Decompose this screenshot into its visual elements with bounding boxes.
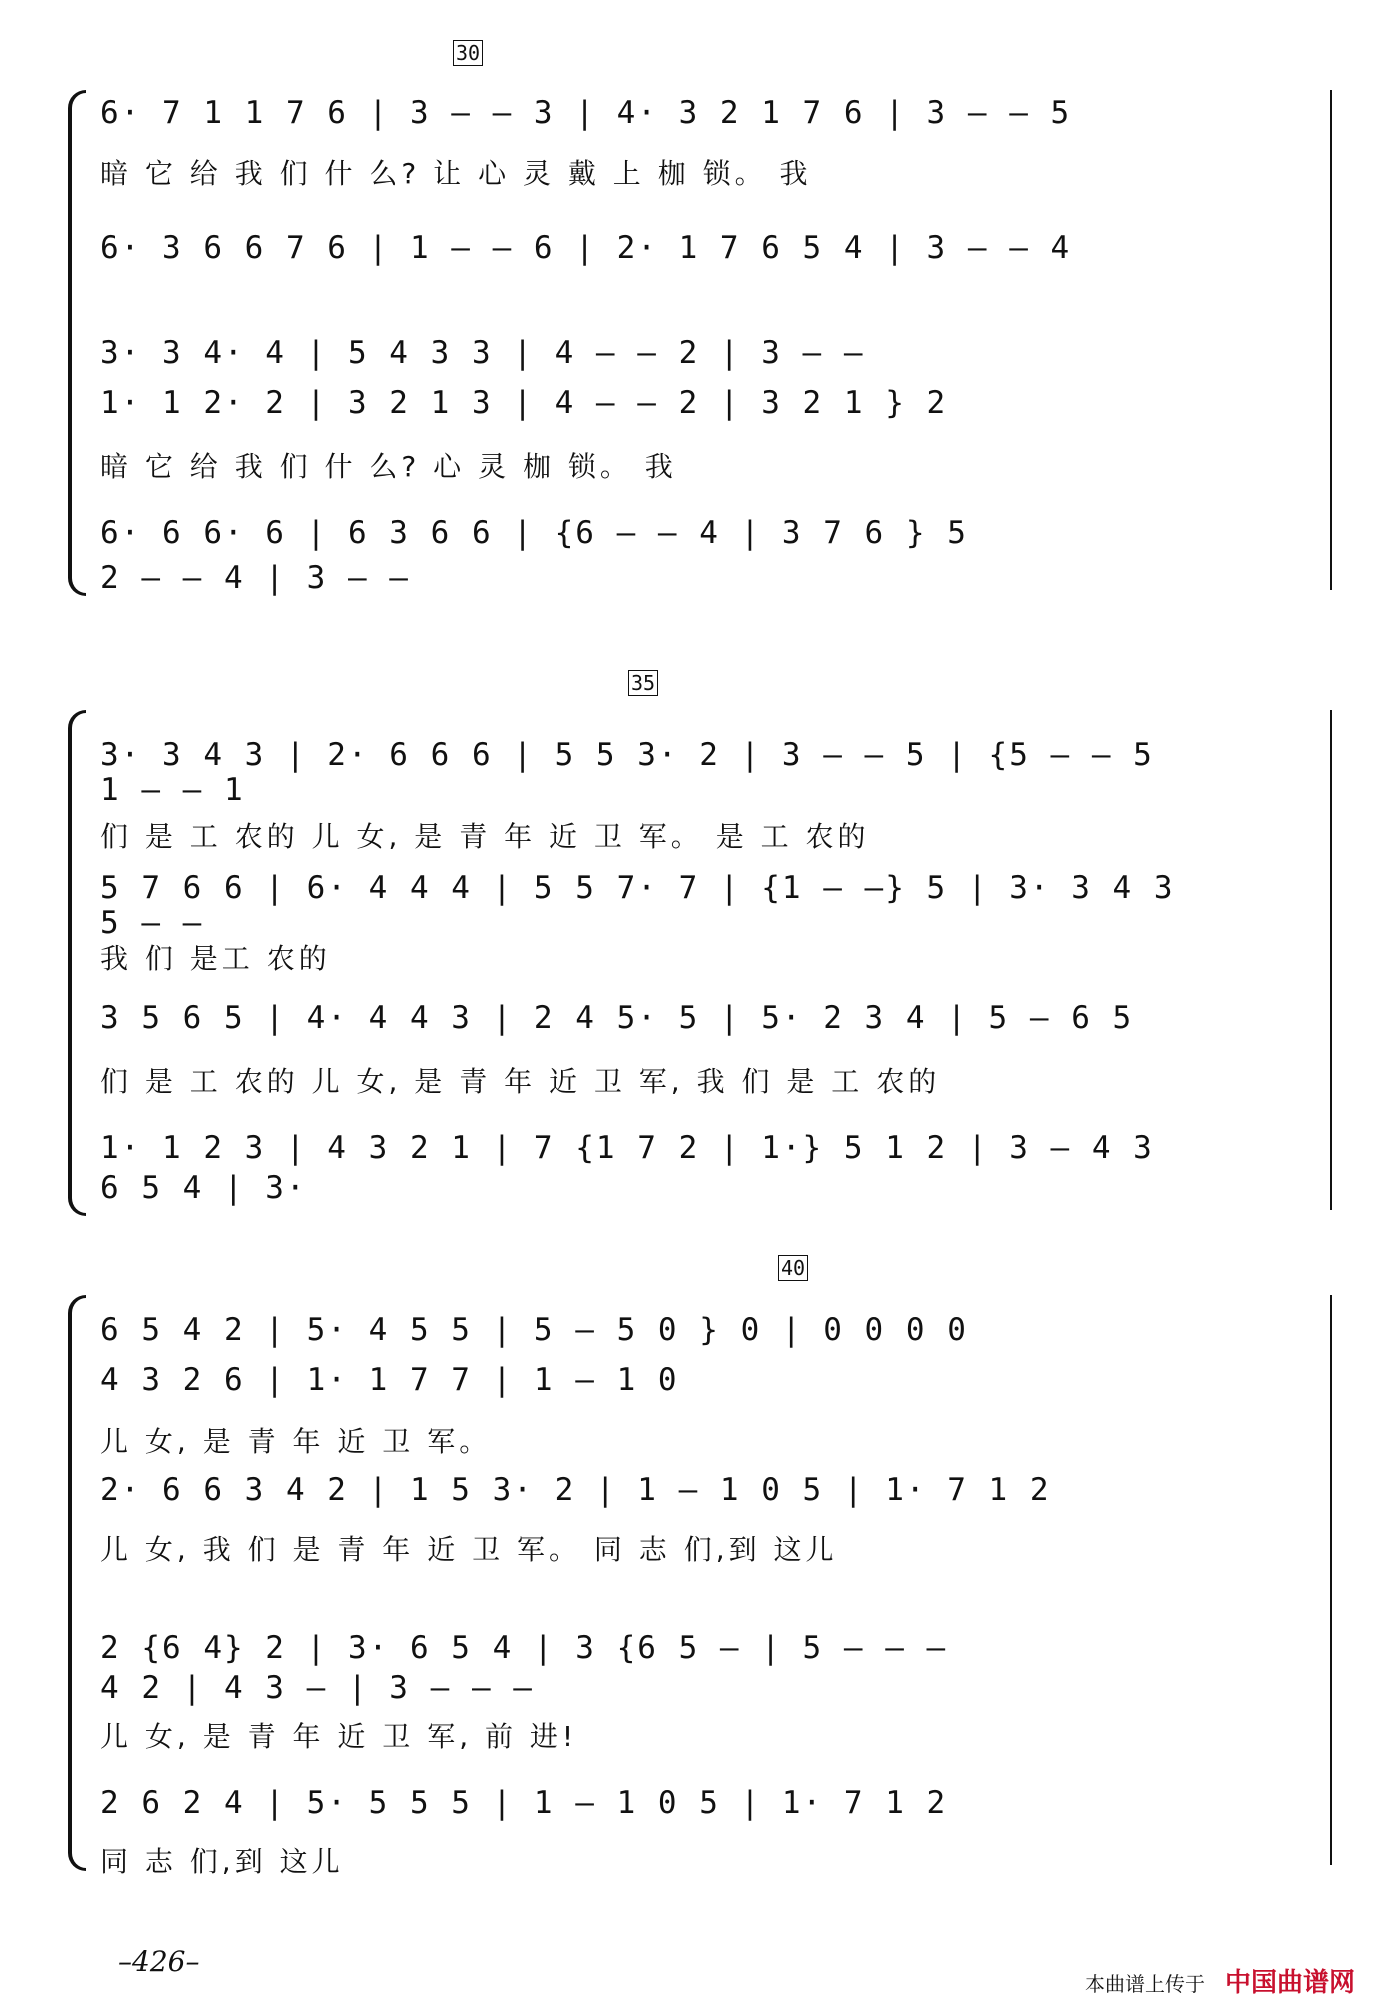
score-system-1 bbox=[0, 30, 1393, 610]
tenor-notes-lower: 4 2 | 4 3 – | 3 – – – bbox=[100, 1670, 534, 1706]
bass-notes: 2 6 2 4 | 5· 5 5 5 | 1 – 1 0 5 | 1· 7 1 2 bbox=[100, 1785, 948, 1821]
soprano-notes: 6· 7 1 1 7 6 | 3 – – 3 | 4· 3 2 1 7 6 | 3 – – 5 bbox=[100, 95, 1072, 131]
tenor-notes: 3 5 6 5 | 4· 4 4 3 | 2 4 5· 5 | 5· 2 3 4 | 5 – 6 5 bbox=[100, 1000, 1134, 1036]
score-system-3 bbox=[0, 1250, 1393, 1890]
tenor-notes: 2 {6 4} 2 | 3· 6 5 4 | 3 {6 5 – | 5 – – – bbox=[100, 1630, 948, 1666]
measure-number: 40 bbox=[778, 1255, 808, 1281]
bass-notes-lower: 6 5 4 | 3· bbox=[100, 1170, 307, 1206]
tenor-lyrics: 暗 它 给 我 们 什 么? 心 灵 枷 锁。 我 bbox=[100, 450, 677, 483]
alto-lyrics: 我 们 是工 农的 bbox=[100, 942, 331, 975]
bass-notes: 1· 1 2 3 | 4 3 2 1 | 7 {1 7 2 | 1·} 5 1 2 | 3 – 4 3 bbox=[100, 1130, 1154, 1166]
alto-notes-lower: 5 – – bbox=[100, 905, 204, 941]
soprano-notes: 3· 3 4 3 | 2· 6 6 6 | 5 5 3· 2 | 3 – – 5 | {5 – – 5 bbox=[100, 737, 1154, 773]
tenor-notes-lower: 1· 1 2· 2 | 3 2 1 3 | 4 – – 2 | 3 2 1 } 2 bbox=[100, 385, 948, 421]
soprano-notes: 6 5 4 2 | 5· 4 5 5 | 5 – 5 0 } 0 | 0 0 0 0 bbox=[100, 1312, 968, 1348]
soprano-lyrics: 们 是 工 农的 儿 女, 是 青 年 近 卫 军。 是 工 农的 bbox=[100, 820, 870, 853]
tenor-lyrics: 们 是 工 农的 儿 女, 是 青 年 近 卫 军, 我 们 是 工 农的 bbox=[100, 1065, 941, 1098]
tenor-lyrics: 儿 女, 是 青 年 近 卫 军, 前 进! bbox=[100, 1720, 578, 1753]
page-number: –426– bbox=[118, 1945, 200, 1978]
upload-note: 本曲谱上传于 bbox=[1085, 1972, 1205, 1996]
final-barline bbox=[1330, 90, 1332, 590]
tenor-notes-upper: 3· 3 4· 4 | 5 4 3 3 | 4 – – 2 | 3 – – bbox=[100, 335, 865, 371]
alto-notes: 5 7 6 6 | 6· 4 4 4 | 5 5 7· 7 | {1 – –} 5 | 3· 3 4 3 bbox=[100, 870, 1175, 906]
bass-lyrics: 同 志 们,到 这儿 bbox=[100, 1845, 344, 1878]
measure-number: 35 bbox=[628, 670, 658, 696]
alto-lyrics: 儿 女, 我 们 是 青 年 近 卫 军。 同 志 们,到 这儿 bbox=[100, 1533, 838, 1566]
alto-notes: 6· 3 6 6 7 6 | 1 – – 6 | 2· 1 7 6 5 4 | 3 – – 4 bbox=[100, 230, 1072, 266]
soprano-lyrics: 儿 女, 是 青 年 近 卫 军。 bbox=[100, 1425, 492, 1458]
system-brace bbox=[68, 1295, 86, 1871]
measure-number: 30 bbox=[453, 40, 483, 66]
score-system-2 bbox=[0, 665, 1393, 1225]
soprano-notes-lower: 4 3 2 6 | 1· 1 7 7 | 1 – 1 0 bbox=[100, 1362, 679, 1398]
site-logo[interactable]: 中国曲谱网 bbox=[1225, 1968, 1356, 1998]
final-barline bbox=[1330, 1295, 1332, 1865]
soprano-notes-lower: 1 – – 1 bbox=[100, 772, 245, 808]
alto-notes: 2· 6 6 3 4 2 | 1 5 3· 2 | 1 – 1 0 5 | 1· 7 1 2 bbox=[100, 1472, 1051, 1508]
bass-notes-upper: 6· 6 6· 6 | 6 3 6 6 | {6 – – 4 | 3 7 6 } 5 bbox=[100, 515, 968, 551]
system-brace bbox=[68, 710, 86, 1216]
system-brace bbox=[68, 90, 86, 596]
soprano-lyrics: 暗 它 给 我 们 什 么? 让 心 灵 戴 上 枷 锁。 我 bbox=[100, 157, 812, 190]
bass-notes-lower: 2 – – 4 | 3 – – bbox=[100, 560, 410, 596]
final-barline bbox=[1330, 710, 1332, 1210]
